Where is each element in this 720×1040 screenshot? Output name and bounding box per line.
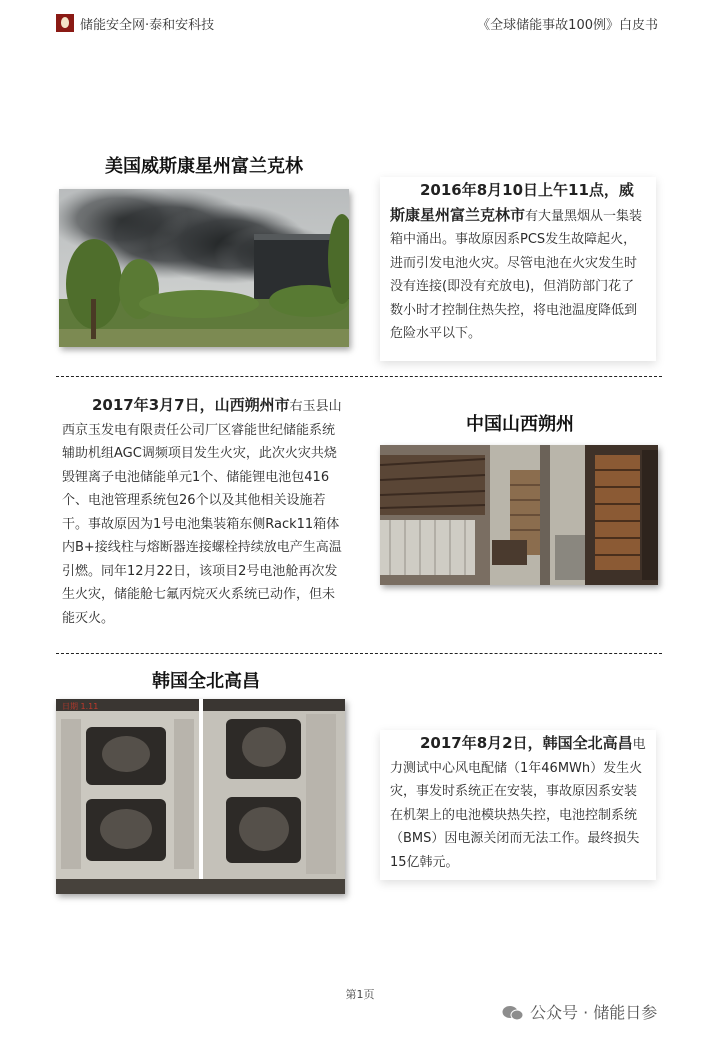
case3-photo-burned-modules: [56, 699, 345, 894]
case2-description: [62, 394, 347, 638]
wechat-icon: [502, 1005, 524, 1021]
wechat-account: [502, 1000, 657, 1023]
case2-title: 中国山西朔州: [466, 414, 574, 435]
page-number: 第1页: [345, 988, 375, 1001]
case2-lead: 2017年3月7日，山西朔州市: [92, 396, 290, 414]
case3-title: 韩国全北高昌: [152, 671, 260, 692]
case3-description: [380, 730, 656, 880]
wechat-account-label: 公众号 · 储能日参: [530, 1003, 658, 1022]
case3-lead: 2017年8月2日，韩国全北高昌: [420, 734, 633, 752]
case1-description: [380, 177, 656, 361]
case2-photo-burned-containers: [380, 445, 658, 585]
section-divider-1: [56, 376, 662, 377]
case1-photo-smoke: [59, 189, 349, 347]
section-divider-2: [56, 653, 662, 654]
case3-photo-caption: 日期 1.11: [62, 702, 99, 711]
case2-body: 右玉县山西京玉发电有限责任公司厂区睿能世纪储能系统辅助机组AGC调频项目发生火灾，此次火灾共烧毁锂离子电池储能单元1个、储能锂电池包416个、电池管理系统包26个以及其他相关设施若干。事故原因为1号电池集装箱东侧Rack11箱体内B+接线柱与熔断器连接螺栓持续放电产生高温引燃。同年12月22日，该项目2号电池舱再次发生火灾，储能舱七氟丙烷灭火系统已动作，但未能灭火。: [62, 399, 342, 626]
header-source: 储能安全网·泰和安科技: [80, 18, 215, 33]
case1-body: 有大量黑烟从一集装箱中涌出。事故原因系PCS发生故障起火，进而引发电池火灾。尽管电池在火灾发生时没有连接(即没有充放电)，但消防部门花了数小时才控制住热失控，将电池温度降低到危险水平以下。: [390, 208, 643, 341]
case1-title: 美国威斯康星州富兰克林: [105, 156, 303, 177]
case1-lead: 2016年8月10日上午11点，威斯康星州富兰克林市: [390, 181, 634, 224]
header-doc-title: 《全球储能事故100例》白皮书: [477, 18, 658, 33]
case3-body: 电力测试中心风电配储（1年46MWh）发生火灾，事发时系统正在安装，事故原因系安装在机架上的电池模块热失控，电池控制系统（BMS）因电源关闭而无法工作。最终损失15亿韩元。: [390, 737, 646, 870]
brand-logo-icon: [56, 14, 74, 32]
